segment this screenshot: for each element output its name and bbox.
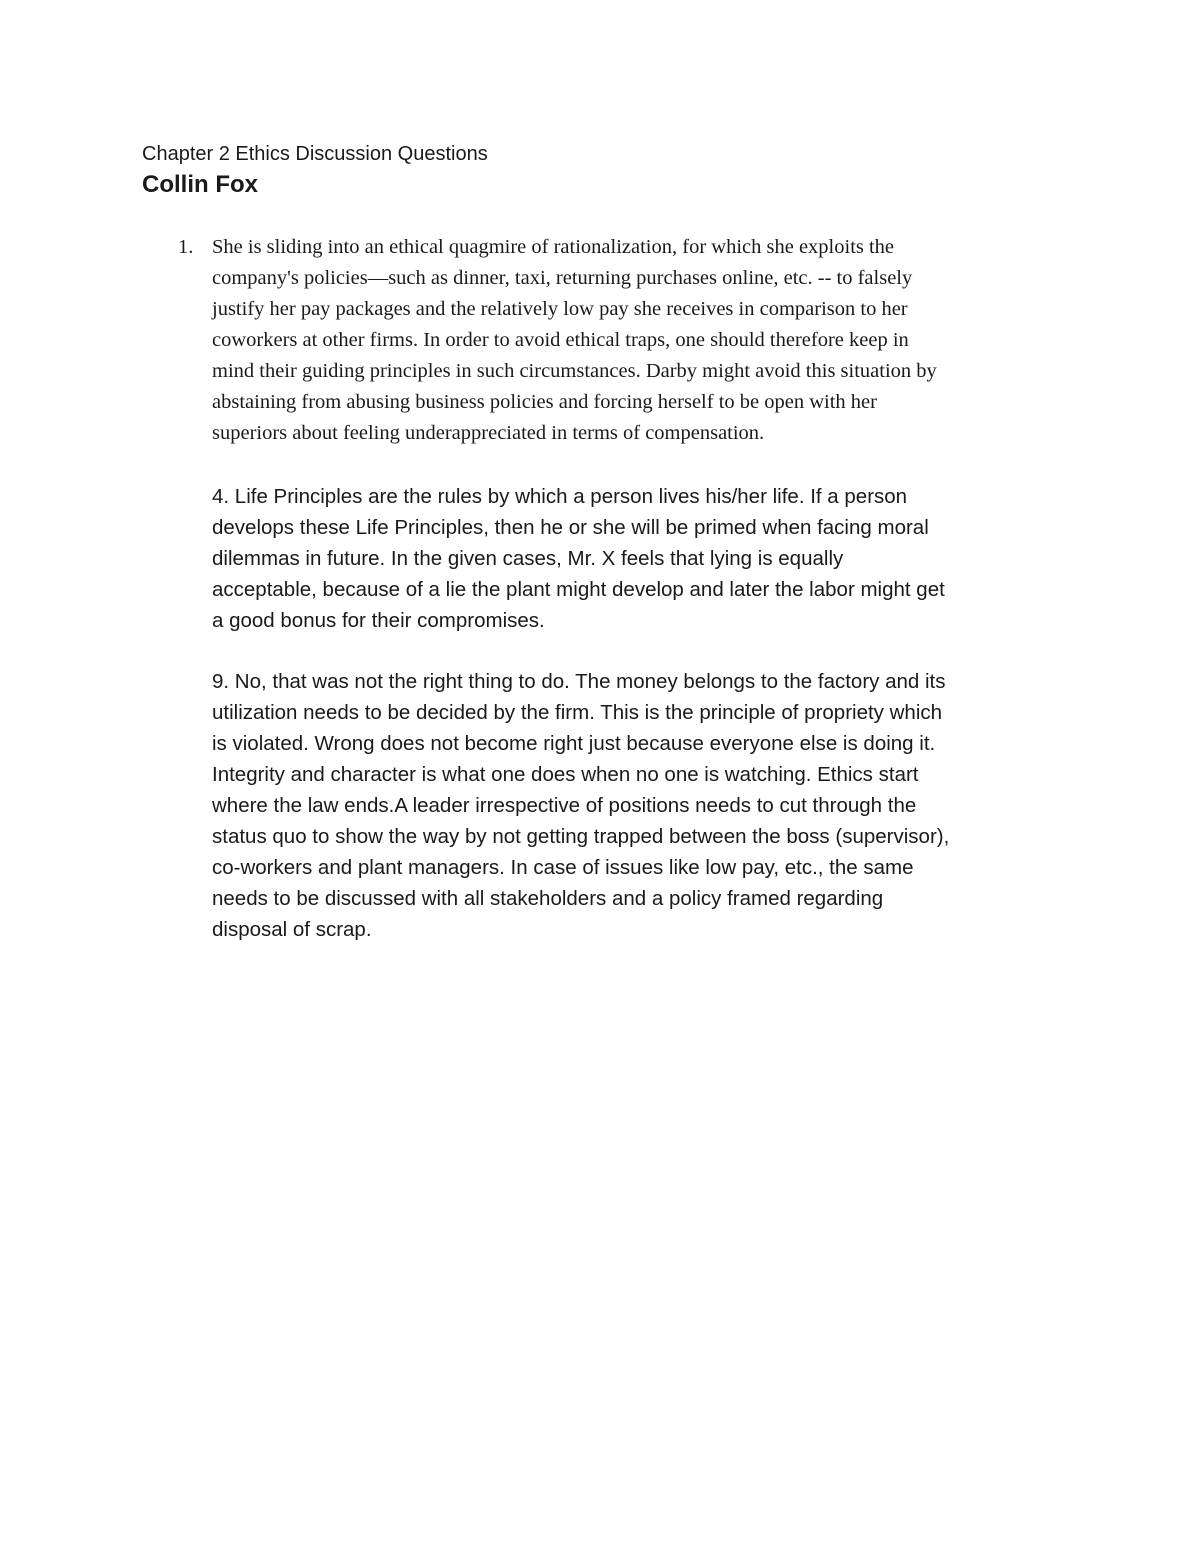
- answer-line: a good bonus for their compromises.: [212, 609, 545, 632]
- answer-line: superiors about feeling underappreciated in terms of compensation.: [212, 422, 765, 444]
- answer-line: status quo to show the way by not getting trapped between the boss (supervisor),: [212, 825, 950, 848]
- answer-line: needs to be discussed with all stakeholders and a policy framed regarding: [212, 887, 884, 910]
- answer-line: coworkers at other firms. In order to avoid ethical traps, one should therefore keep in: [212, 329, 909, 351]
- answer-line: 4. Life Principles are the rules by which a person lives his/her life. If a person: [212, 485, 908, 508]
- answer-line: Integrity and character is what one does when no one is watching. Ethics start: [212, 763, 919, 786]
- answer-4-paragraph: [212, 481, 1072, 636]
- answer-line: She is sliding into an ethical quagmire of rationalization, for which she exploits the: [212, 236, 895, 258]
- answer-line: disposal of scrap.: [212, 918, 372, 941]
- answer-line: where the law ends.A leader irrespective of positions needs to cut through the: [212, 794, 917, 817]
- answer-1-paragraph: [212, 232, 1072, 449]
- answer-line: company's policies—such as dinner, taxi, returning purchases online, etc. -- to falsely: [212, 267, 913, 289]
- answer-line: justify her pay packages and the relatively low pay she receives in comparison to her: [212, 298, 908, 320]
- answer-line: utilization needs to be decided by the firm. This is the principle of propriety which: [212, 701, 943, 724]
- answer-9-paragraph: [212, 666, 1072, 945]
- answer-line: develops these Life Principles, then he or she will be primed when facing moral: [212, 516, 929, 539]
- document-title: Chapter 2 Ethics Discussion Questions: [142, 143, 488, 165]
- answer-line: co-workers and plant managers. In case of issues like low pay, etc., the same: [212, 856, 914, 879]
- answer-1-number: 1.: [178, 236, 194, 258]
- answer-line: dilemmas in future. In the given cases, Mr. X feels that lying is equally: [212, 547, 844, 570]
- answer-line: mind their guiding principles in such circumstances. Darby might avoid this situation by: [212, 360, 937, 382]
- answer-line: 9. No, that was not the right thing to do. The money belongs to the factory and its: [212, 670, 946, 693]
- answer-line: abstaining from abusing business policies and forcing herself to be open with her: [212, 391, 877, 413]
- answer-line: is violated. Wrong does not become right just because everyone else is doing it.: [212, 732, 936, 755]
- answer-line: acceptable, because of a lie the plant might develop and later the labor might get: [212, 578, 945, 601]
- author-name: Collin Fox: [142, 171, 258, 198]
